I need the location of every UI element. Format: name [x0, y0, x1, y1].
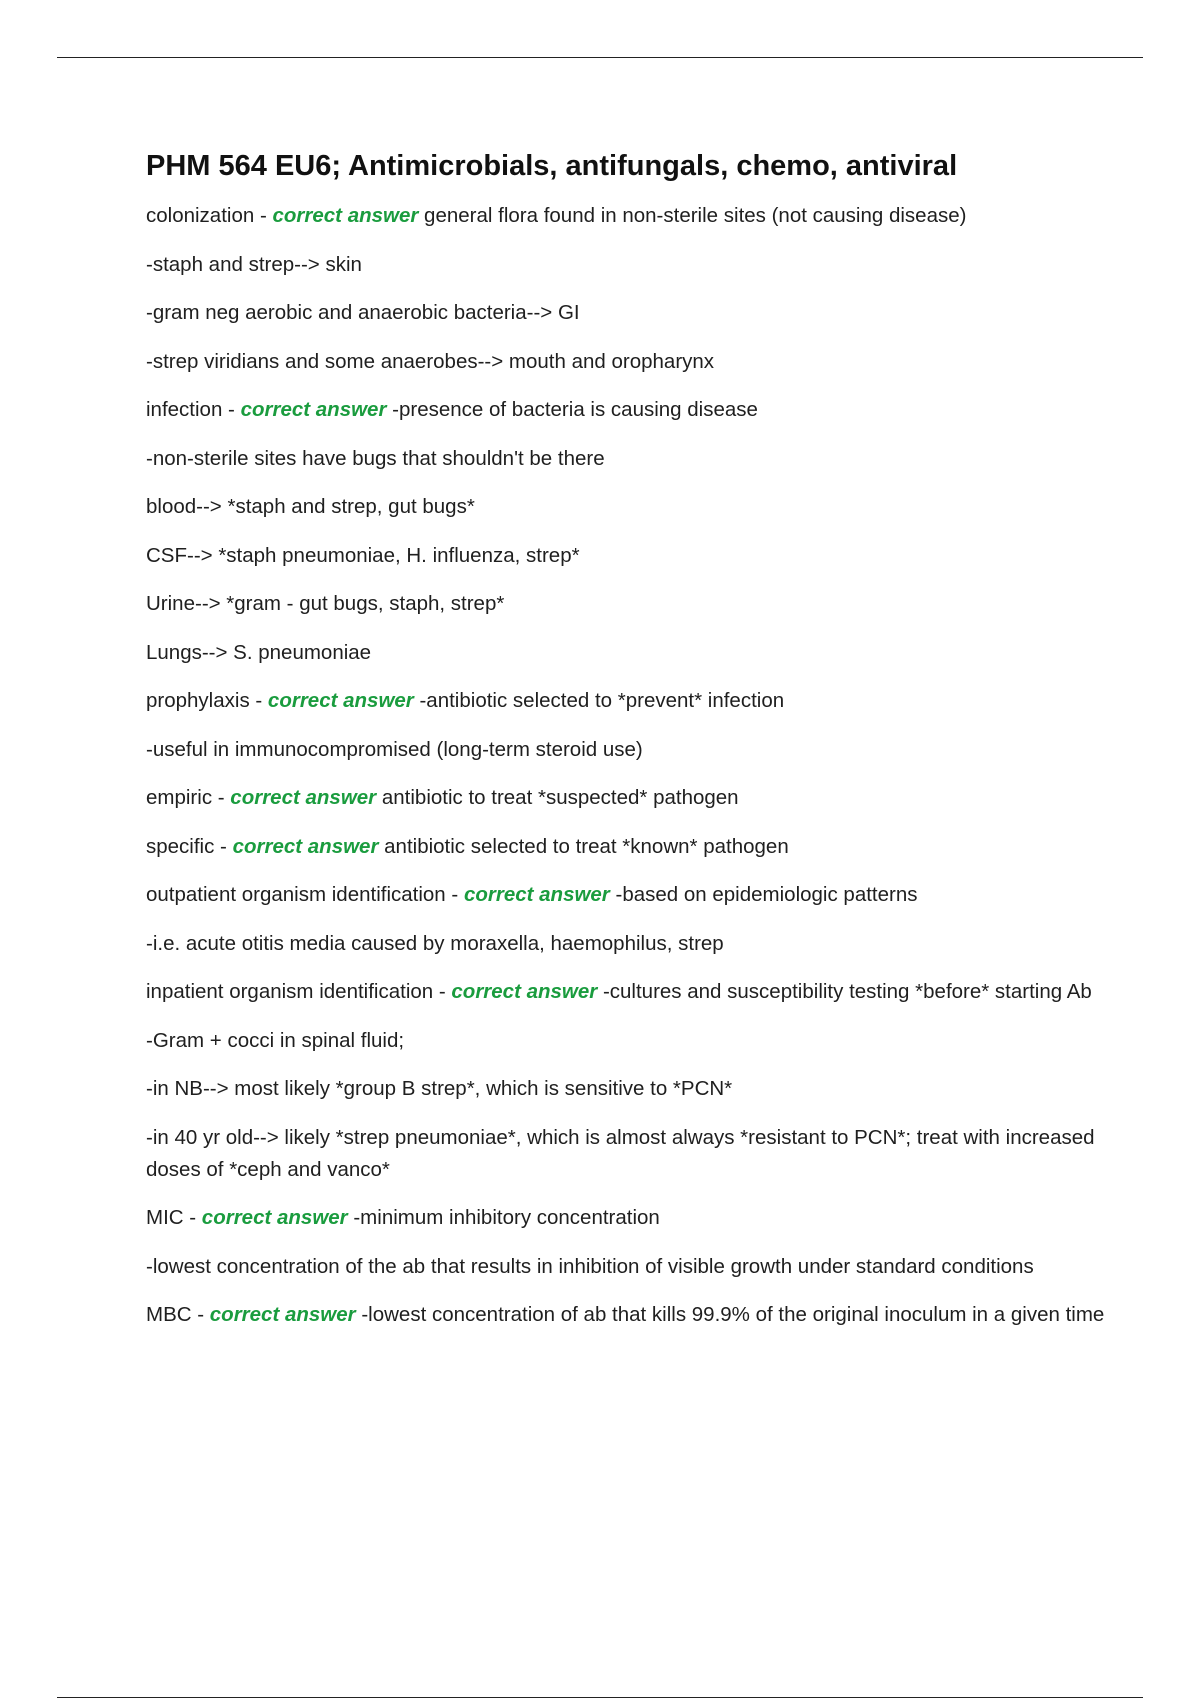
entry-term: prophylaxis: [146, 689, 250, 712]
entry-term: empiric: [146, 786, 213, 809]
qa-entry: infection - correct answer -presence of bacteria is causing disease: [146, 398, 758, 421]
qa-entry: prophylaxis - correct answer -antibiotic selected to *prevent* infection: [146, 689, 785, 712]
entry-term: infection: [146, 398, 223, 421]
note-line: -in 40 yr old--> likely *strep pneumoniae*, which is almost always *resistant to PCN*; treat with increased doses of *ceph and vanco*: [146, 1125, 1095, 1181]
qa-entry: outpatient organism identification - correct answer -based on epidemiologic patterns: [146, 883, 918, 906]
entry-answer: general flora found in non-sterile sites (not causing disease): [424, 204, 967, 227]
note-line: -useful in immunocompromised (long-term steroid use): [146, 737, 643, 761]
note-line: blood--> *staph and strep, gut bugs*: [146, 495, 475, 518]
qa-entry: colonization - correct answer general flora found in non-sterile sites (not causing disease): [146, 204, 967, 227]
qa-entry: MBC - correct answer -lowest concentration of ab that kills 99.9% of the original inoculum in a given time: [146, 1303, 1105, 1326]
top-rule: [57, 57, 1143, 58]
bottom-rule: [57, 1697, 1143, 1698]
correct-answer-label: correct answer: [267, 689, 414, 712]
entry-term: MIC: [146, 1206, 184, 1229]
entry-answer: antibiotic to treat *suspected* pathogen: [381, 786, 739, 809]
entry-answer: -minimum inhibitory concentration: [353, 1206, 660, 1229]
correct-answer-label: correct answer: [230, 786, 377, 809]
correct-answer-label: correct answer: [451, 980, 598, 1003]
note-line: -i.e. acute otitis media caused by moraxella, haemophilus, strep: [146, 931, 724, 955]
entry-answer: -cultures and susceptibility testing *before* starting Ab: [602, 980, 1092, 1003]
note-line: -non-sterile sites have bugs that shouldn't be there: [146, 446, 605, 470]
qa-entry: inpatient organism identification - correct answer -cultures and susceptibility testing *before* starting Ab: [146, 980, 1092, 1003]
note-line: CSF--> *staph pneumoniae, H. influenza, strep*: [146, 543, 580, 567]
qa-entry: MIC - correct answer -minimum inhibitory concentration: [146, 1206, 660, 1229]
entry-term: MBC: [146, 1303, 192, 1326]
qa-entry: empiric - correct answer antibiotic to treat *suspected* pathogen: [146, 786, 739, 809]
entry-term: inpatient organism identification: [146, 980, 434, 1003]
correct-answer-label: correct answer: [272, 204, 419, 227]
note-line: -gram neg aerobic and anaerobic bacteria--> GI: [146, 301, 580, 324]
correct-answer-label: correct answer: [209, 1303, 356, 1326]
entry-term: colonization: [146, 204, 255, 227]
note-line: -lowest concentration of the ab that results in inhibition of visible growth under standard conditions: [146, 1254, 1034, 1278]
entry-answer: -antibiotic selected to *prevent* infection: [419, 689, 785, 712]
entry-answer: antibiotic selected to treat *known* pathogen: [384, 834, 789, 858]
document-page: [146, 146, 1106, 1348]
entry-answer: -based on epidemiologic patterns: [615, 883, 918, 906]
correct-answer-label: correct answer: [232, 834, 379, 858]
note-line: Lungs--> S. pneumoniae: [146, 640, 372, 664]
entry-answer: -lowest concentration of ab that kills 99.9% of the original inoculum in a given time: [361, 1303, 1105, 1326]
correct-answer-label: correct answer: [463, 883, 610, 906]
entry-answer: -presence of bacteria is causing disease: [392, 398, 758, 421]
qa-entry: specific - correct answer antibiotic selected to treat *known* pathogen: [146, 834, 789, 858]
note-line: Urine--> *gram - gut bugs, staph, strep*: [146, 592, 505, 615]
entry-term: specific: [146, 834, 215, 858]
note-line: -staph and strep--> skin: [146, 252, 362, 276]
correct-answer-label: correct answer: [201, 1206, 348, 1229]
note-line: -in NB--> most likely *group B strep*, which is sensitive to *PCN*: [146, 1077, 733, 1100]
note-line: -Gram + cocci in spinal fluid;: [146, 1028, 405, 1052]
entry-list: [146, 200, 1106, 1331]
note-line: -strep viridians and some anaerobes--> mouth and oropharynx: [146, 349, 715, 373]
entry-term: outpatient organism identification: [146, 883, 446, 906]
correct-answer-label: correct answer: [240, 398, 387, 421]
document-title: PHM 564 EU6; Antimicrobials, antifungals, chemo, antiviral: [146, 150, 958, 182]
